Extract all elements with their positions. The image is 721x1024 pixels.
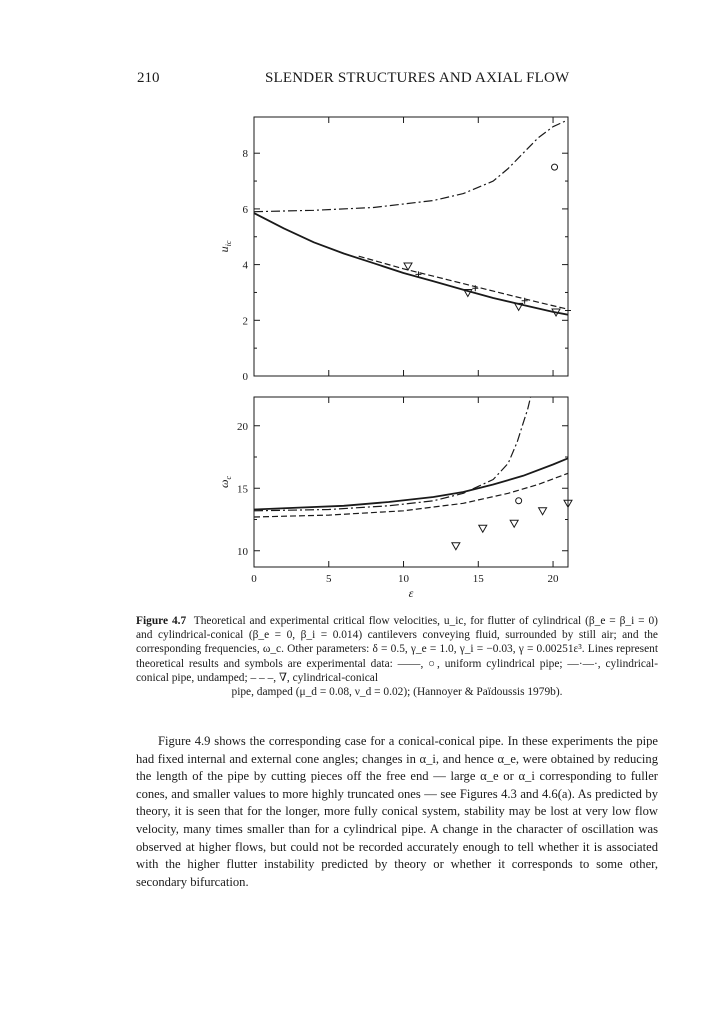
y-axis-label: $u_{ic}$: [217, 240, 233, 253]
data-point-circle: [516, 498, 522, 504]
bottom-series-dashdot-line: [254, 397, 531, 511]
bottom-panel: [217, 397, 572, 600]
data-point-circle: [552, 164, 558, 170]
page-number: 210: [137, 70, 160, 86]
y-tick-label: 0: [242, 371, 248, 383]
body-paragraph: Figure 4.9 shows the corresponding case for a conical-conical pipe. In these experiments the pipe had fixed internal and external cone angles; changes in α_i, and hence α_e, were obtained by reducing the length of the pipe by cutting pieces off the free end — large α_e or α_i corresponding to fuller cones, and smaller values to more highly truncated ones — see Figures 4.3 and 4.6(a). As predicted by theory, it is seen that for the longer, more fully conical system, stability may be lost at very low flow velocity, many times smaller than for a cylindrical pipe. A change in the character of oscillation was observed at higher flows, but could not be recorded accurately enough to tell whether it is associated with the higher flutter instability predicted by theory or whether it corresponds to some other, secondary bifurcation.: [136, 734, 658, 889]
x-axis-label: ε: [408, 586, 414, 600]
y-tick-label: 10: [237, 545, 248, 558]
figure-caption: [136, 614, 658, 699]
data-point-triangle: [539, 508, 547, 515]
y-tick-label: 2: [242, 315, 248, 328]
y-tick-label: 6: [242, 203, 248, 216]
y-tick-label: 15: [237, 483, 248, 496]
top-series-dashed-line: [359, 256, 568, 309]
running-title: SLENDER STRUCTURES AND AXIAL FLOW: [265, 70, 570, 86]
y-tick-label: 20: [237, 420, 248, 433]
y-tick-label: 8: [242, 148, 248, 161]
top-panel: [217, 117, 571, 383]
data-point-triangle: [452, 543, 460, 550]
x-tick-label: 20: [547, 573, 559, 585]
body-text: [136, 733, 658, 891]
caption-last-line: pipe, damped (μ_d = 0.08, ν_d = 0.02); (Hannoyer & Païdoussis 1979b).: [231, 686, 563, 699]
caption-label: Figure 4.7: [136, 615, 187, 627]
x-tick-label: 10: [398, 573, 410, 585]
data-point-triangle: [510, 520, 518, 527]
y-axis-label: $\omega_c$: [217, 475, 233, 489]
top-series-dashdot-line: [254, 120, 568, 212]
bottom-series-solid-line: [254, 458, 568, 509]
y-tick-label: 4: [242, 259, 248, 272]
x-tick-label: 0: [251, 573, 257, 585]
data-point-triangle: [479, 525, 487, 532]
x-tick-label: 5: [326, 573, 332, 585]
data-point-plus: [565, 308, 571, 314]
x-tick-label: 15: [472, 573, 484, 585]
caption-text: Theoretical and experimental critical flow velocities, u_ic, for flutter of cylindrical (β_e = β_i = 0) and cylindrical-conical (β_e = 0, β_i = 0.014) cantilevers conveying fluid, surrounded by still air; and the corresponding frequencies, ω_c. Other parameters: δ = 0.5, γ_e = 1.0, γ_i = −0.03, γ = 0.00251ε³. Lines represent theoretical results and symbols are experimental data: ——, ○, uniform cylindrical pipe; —·—·, cylindrical-conical pipe, undamped; – – –, ∇, cylindrical-conical: [136, 615, 658, 684]
bottom-frame: [254, 397, 568, 567]
